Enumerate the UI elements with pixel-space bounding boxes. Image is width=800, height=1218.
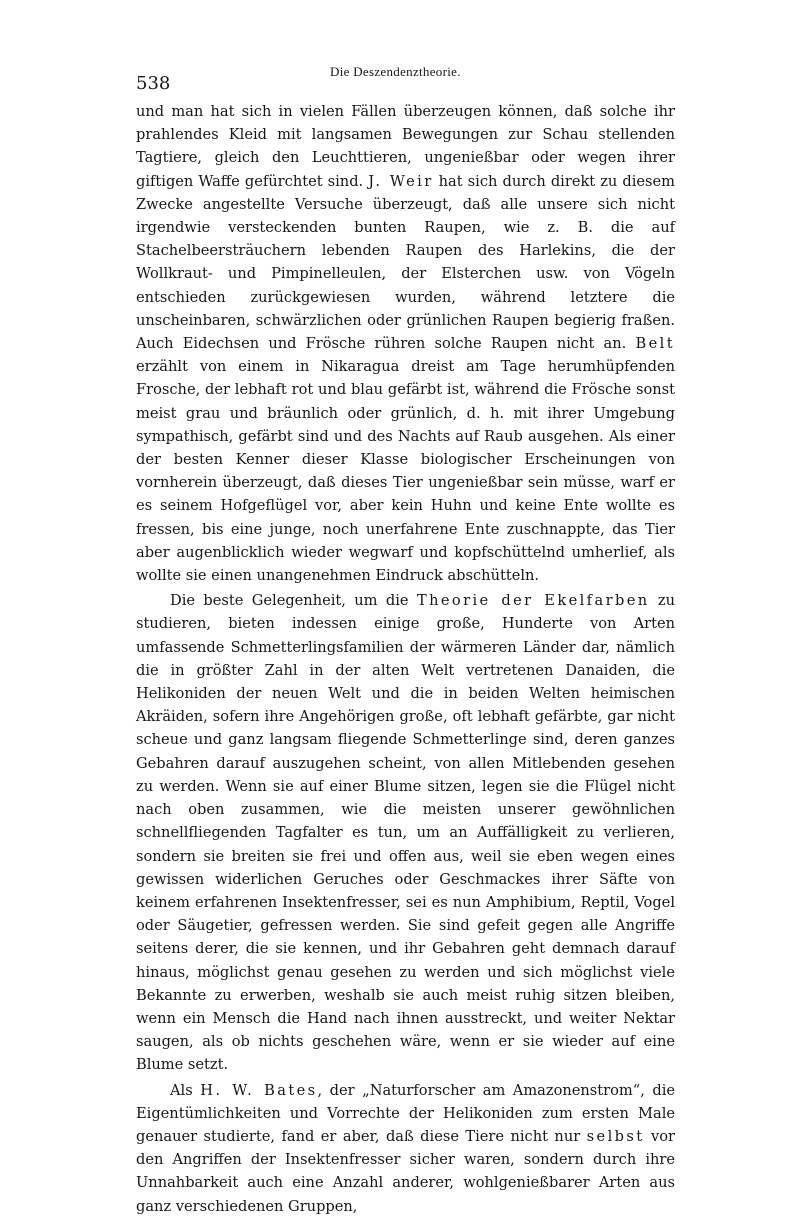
paragraph-3 [136,1079,675,1218]
text-run: Die beste Gelegenheit, um die [170,592,417,610]
text-run: erzählt von einem in Nikaragua dreist am Tage herumhüpfenden Frosche, der lebhaft rot und blau gefärbt ist, während die Frösche sonst meist grau und bräunlich oder grünlich, d. h. mit ihrer Umgebung sympathisch, gefärbt sind und des Nachts auf Raub ausgehen. Als einer der besten Kenner dieser Klasse biologischer Erscheinungen von vornherein überzeugt, daß dieses Tier ungenießbar sein müsse, warf er es seinem Hofgeflügel vor, aber kein Huhn und keine Ente wollte es fressen, bis eine junge, noch unerfahrene Ente zuschnappte, das Tier aber augenblicklich wieder wegwarf und kopfschüttelnd umherlief, als wollte sie einen unangenehmen Eindruck abschütteln. [136,358,675,585]
emphasis-selbst: selbst [586,1127,645,1145]
author-name-belt: Belt [635,335,675,353]
text-run: und man hat sich in vielen Fällen überzeugen können, daß solche ihr prahlendes Kleid mit langsamen Bewegungen zur Schau stellenden Tagtiere, gleich den Leuchttieren, ungenießbar oder wegen ihrer giftigen Waffe gefürchtet sind. [136,103,675,190]
page-number: 538 [136,73,171,94]
author-name-weir: J. Weir [368,172,434,190]
paragraph-2 [136,589,675,1076]
text-run: vor den Angriffen der Insektenfresser sicher waren, sondern durch ihre Unnahbarkeit auch eine Anzahl anderer, wohlgenießbarer Arten aus ganz verschiedenen Gruppen, [136,1127,675,1215]
author-name-bates: H. W. Bates [200,1081,318,1099]
running-head: Die Deszendenztheorie. [330,64,461,79]
text-run: Als [170,1081,201,1099]
paragraph-1 [136,100,675,587]
emphasis-ekelfarben: Theorie der Ekelfarben [416,592,650,610]
body-text [136,100,675,1218]
text-run: hat sich durch direkt zu diesem Zwecke angestellte Versuche überzeugt, daß alle unsere sich nicht irgendwie versteckenden bunten Raupen, wie z. B. die auf Stachelbeersträuchern lebenden Raupen des Harlekins, die der Wollkraut- und Pimpinelleulen, der Elsterchen usw. von Vögeln entschieden zurückgewiesen wurden, während letztere die unscheinbaren, schwärzlichen oder grünlichen Raupen begierig fraßen. Auch Eidechsen und Frösche rühren solche Raupen nicht an. [136,172,675,353]
text-run: zu studieren, bieten indessen einige große, Hunderte von Arten umfassende Schmetterlingsfamilien der wärmeren Länder dar, nämlich die in größter Zahl in der alten Welt vertretenen Danaiden, die Helikoniden der neuen Welt und die in beiden Welten heimischen Akräiden, sofern ihre Angehörigen große, oft lebhaft gefärbte, gar nicht scheue und ganz langsam fliegende Schmetterlinge sind, deren ganzes Gebahren darauf auszugehen scheint, von allen Mitlebenden gesehen zu werden. Wenn sie auf einer Blume sitzen, legen sie die Flügel nicht nach oben zusammen, wie die meisten unserer gewöhnlichen schnellfliegenden Tagfalter es tun, um an Auffälligkeit zu verlieren, sondern sie breiten sie frei und offen aus, weil sie eben wegen eines gewissen widerlichen Geruches oder Geschmackes ihrer Säfte von keinem erfahrenen Insektenfresser, sei es nun Amphibium, Reptil, Vogel oder Säugetier, gefressen werden. Sie sind gefeit gegen alle Angriffe seitens derer, die sie kennen, und ihr Gebahren geht demnach darauf hinaus, möglichst genau gesehen zu werden und sich möglichst viele Bekannte zu erwerben, weshalb sie auch meist ruhig sitzen bleiben, wenn ein Mensch die Hand nach ihnen ausstreckt, und weiter Nektar saugen, als ob nichts geschehen wäre, wenn er sie wieder auf eine Blume setzt. [136,592,676,1074]
text-run: , der „Naturforscher am Amazonenstrom“, die Eigentümlichkeiten und Vorrechte der Helikoniden zum ersten Male genauer studierte, fand er aber, daß diese Tiere nicht nur [136,1081,676,1145]
